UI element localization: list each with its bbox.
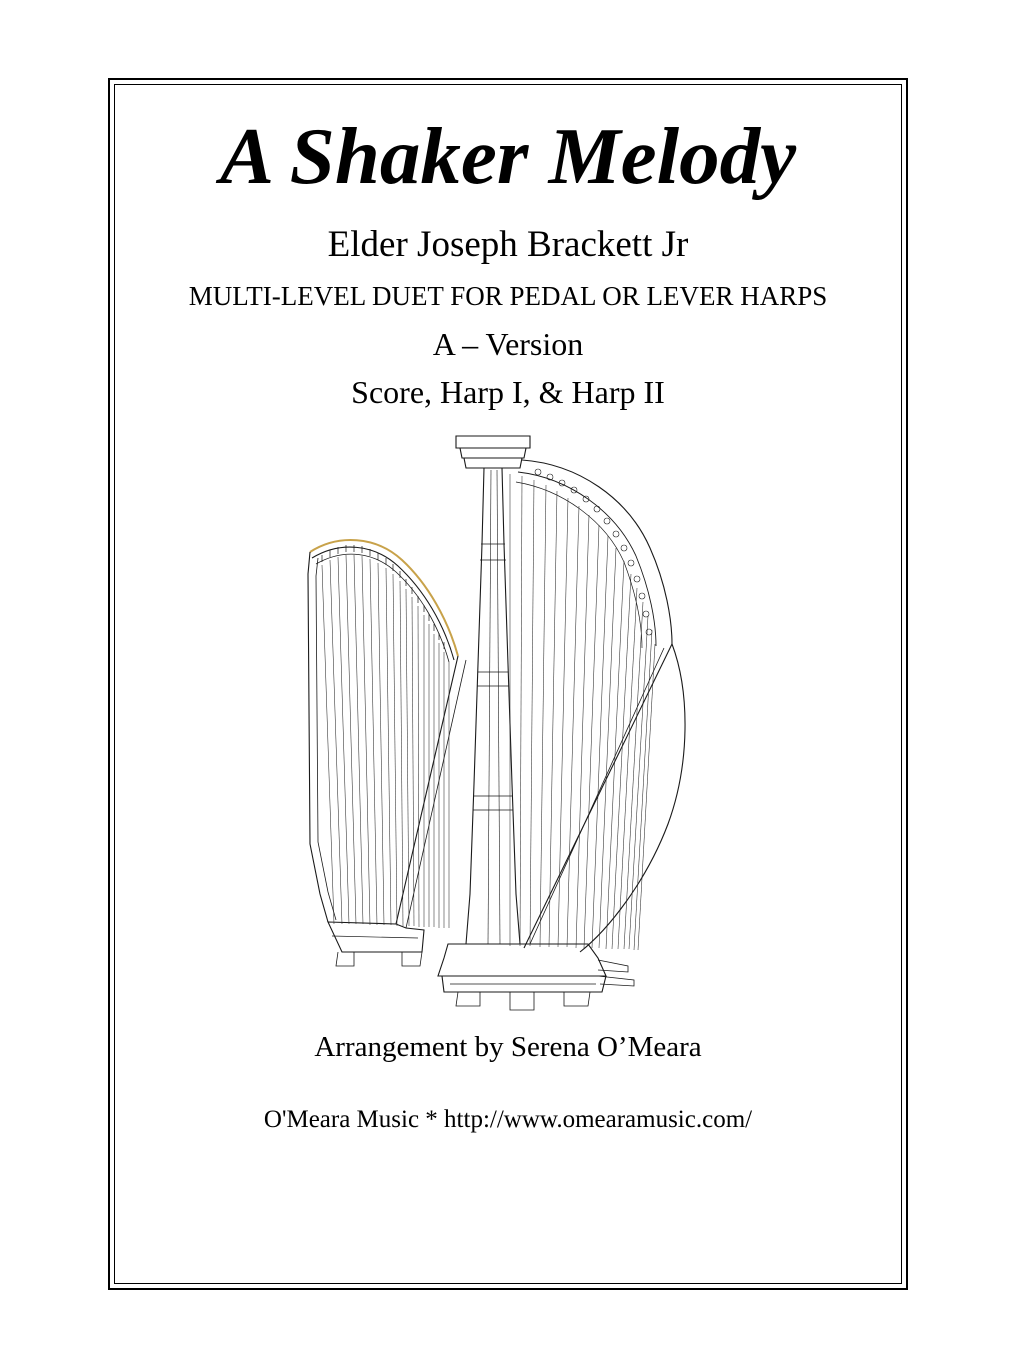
arrangement-subtitle: MULTI-LEVEL DUET FOR PEDAL OR LEVER HARPS <box>188 280 828 311</box>
two-harps-illustration <box>120 424 896 1024</box>
pedal-harp-right <box>438 436 685 1010</box>
parts-included-label: Score, Harp I, & Harp II <box>351 373 665 410</box>
page-title: A Shaker Melody <box>219 111 797 201</box>
arranger-credit: Arrangement by Serena O’Meara <box>314 1030 702 1063</box>
publisher-line: O'Meara Music * http://www.omearamusic.com/ <box>263 1105 753 1133</box>
composer-name: Elder Joseph Brackett Jr <box>327 224 689 265</box>
version-label: A – Version <box>432 326 584 363</box>
title-page-content <box>120 90 896 1278</box>
lever-harp-left <box>308 540 466 966</box>
